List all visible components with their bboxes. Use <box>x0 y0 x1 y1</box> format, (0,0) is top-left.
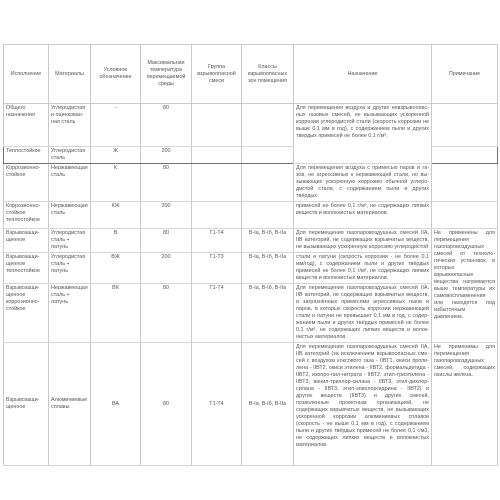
cell-zones <box>242 164 294 202</box>
table-header <box>4 45 498 104</box>
cell-material: Углеродистая сталь + латунь <box>49 229 91 253</box>
cell-group <box>192 164 242 202</box>
cell-execution: Взрывозащищенное теплостойкое <box>4 253 49 284</box>
table-row <box>4 284 498 343</box>
cell-purpose: Для перемещения газопаровоздушных смесей IIA, IIB категорий, не содержащих взрывчатых веществ, не вызывающих ускоренную коррозию углеродистой <box>294 229 432 253</box>
table-row <box>4 164 498 202</box>
header-note: Примечание <box>432 45 498 104</box>
cell-zones: В-Iа, В-Iб, В-IIа <box>242 229 294 253</box>
header-max-temperature: Максимальная температура перемещаемой среды <box>141 45 192 104</box>
header-execution: Исполнение <box>4 45 49 104</box>
cell-code: КЖ <box>91 202 141 229</box>
cell-temp: 200 <box>141 202 192 229</box>
cell-material: Углеродистая и оцинкованная сталь <box>49 104 91 147</box>
header-explosive-group: Группа взрывоопасной смеси <box>192 45 242 104</box>
cell-note: Не применены для перемещения газопаровоздушных смесей от технологических установок, в которых взрывоопасные вещества нагреваются выше температуры их самовоспламенения или находятся под избыточным давлением. <box>432 229 498 343</box>
cell-material: Нержавеющая сталь <box>49 164 91 202</box>
cell-group <box>192 147 242 164</box>
header-hazard-zones: Классы взрывоопасных зон помещения <box>242 45 294 104</box>
table-row <box>4 202 498 229</box>
header-row <box>4 45 498 104</box>
cell-execution: Коррозионно-стойкое <box>4 164 49 202</box>
cell-note: Не применимы для перемещения газопаровоздушных смесей, содержащих окислы железа. <box>432 343 498 466</box>
cell-material: Алюминиевые сплавы <box>49 343 91 466</box>
cell-execution: Взрывозащищенное <box>4 343 49 466</box>
cell-code: К <box>91 164 141 202</box>
header-purpose: Назначение <box>294 45 432 104</box>
cell-code: ВЖ <box>91 253 141 284</box>
header-materials: Материалы <box>49 45 91 104</box>
cell-zones <box>242 104 294 147</box>
cell-zones <box>242 202 294 229</box>
cell-purpose: стали и латуни (скорость коррозии - не более 0,1 мм/год), с содержанием пыли и других твёрдых примесей не более 0,1 г/м³, не содержащих липких веществ и волокнистых материалов. <box>294 253 432 284</box>
cell-purpose: Для перемещения воздуха и других невзрывоопасных газовых смесей, не вызывающих ускоренной коррозии углеродистой стали (скорость коррозии не выше 0,1 мм в год), с содержанием пыли и других твердых примесей не более 0,1 г/м³. <box>294 104 432 164</box>
cell-group <box>192 202 242 229</box>
cell-purpose: примесей не более 0,1 г/м³, не содержащих липких веществ и волокнистых материалов. <box>294 202 432 229</box>
cell-material: Нержавеющая сталь <box>49 202 91 229</box>
cell-zones: В-Iа, В-Iб, В-IIа <box>242 343 294 466</box>
cell-temp: 80 <box>141 343 192 466</box>
cell-material: Углеродистая сталь + латунь <box>49 253 91 284</box>
cell-material: Нержавеющая сталь + латунь <box>49 284 91 343</box>
cell-group: Т1-Т4 <box>192 229 242 253</box>
cell-execution: Взрывозащищенное коррозионно-стойкое <box>4 284 49 343</box>
cell-temp: 200 <box>141 253 192 284</box>
cell-note <box>432 104 498 147</box>
table-row <box>4 253 498 284</box>
document-table-container <box>3 44 497 466</box>
cell-code: Ж <box>91 147 141 164</box>
cell-temp: 80 <box>141 284 192 343</box>
cell-temp: 200 <box>141 147 192 164</box>
cell-code: ВК <box>91 284 141 343</box>
cell-execution: Общего назначения <box>4 104 49 147</box>
cell-note <box>432 202 498 229</box>
table-row <box>4 343 498 466</box>
table-row <box>4 229 498 253</box>
cell-note <box>432 164 498 202</box>
cell-zones: В-Iа, В-Iб, В-IIа <box>242 284 294 343</box>
cell-temp: 80 <box>141 104 192 147</box>
cell-zones <box>242 147 294 164</box>
cell-execution: Коррозионно-стойкое теплостойкое <box>4 202 49 229</box>
table-row <box>4 104 498 147</box>
table-body <box>4 104 498 466</box>
cell-material: Углеродистая сталь <box>49 147 91 164</box>
cell-group: Т1-Т4 <box>192 284 242 343</box>
cell-group: Т1-Т4 <box>192 343 242 466</box>
cell-execution: Взрывозащищенное <box>4 229 49 253</box>
cell-note <box>432 147 498 164</box>
specification-table <box>3 44 498 466</box>
cell-purpose: Для перемещения газопаровоздушных смесей IIA, IIB категорий, не содержащих взрывчатых веществ, и загрязнённых примесями агрессивных газов и паров, в которых скорость коррозии нержавеющей стали и латуни не превышает 0,1 мм в год, с содержанием пыли и других твёрдых примесей не более 0,1 г/м³, не содержащих липких веществ и волокнистых материалов. <box>294 284 432 343</box>
cell-group <box>192 104 242 147</box>
header-designation: Условное обозначение <box>91 45 141 104</box>
cell-execution: Теплостойкое <box>4 147 49 164</box>
cell-code: ВА <box>91 343 141 466</box>
cell-temp: 80 <box>141 164 192 202</box>
cell-zones: В-Iа, В-Iб, В-IIа <box>242 253 294 284</box>
cell-purpose: Для перемещения газопаровоздушных смесей IIA, IIB категорий (за исключением взрывоопасных смесей с воздухом коксового газа - IIВТ1, окиси пропилена - IIВТ2, окиси этилена - IIВТ2, формальдегида - IIВТ2, изопро-пил-нитрата - IIВТ2, этил-триэтилена - IIВТ3, винил-трихлор-силана - IIВТ3, этил-дихлор-силана - IIВТ3, этил-эпихлоргидрина - IIВТ2) и других веществ (IIВТ3) и других смесей, позволенные проектным организацией, не содержащих взрывчатых веществ, не вызывающих ускоренной коррозии алюминиевых сплавов (скорость - не выше 0,1 мм в год), с содержанием пыли и других твёрдых примесей не более 0,1 г/м3, не содержащих липких веществ и волокнистых материалов. <box>294 343 432 466</box>
cell-temp: 80 <box>141 229 192 253</box>
cell-code: - <box>91 104 141 147</box>
cell-code: В <box>91 229 141 253</box>
cell-group: Т1-Т3 <box>192 253 242 284</box>
cell-purpose: Для перемещения воздуха с примесью паров и газов, не агрессивных к нержавеющей стали, но вызывающих ускоренную коррозию обычной углеродистой стали, с содержанием пыли и других твёрдых <box>294 164 432 202</box>
